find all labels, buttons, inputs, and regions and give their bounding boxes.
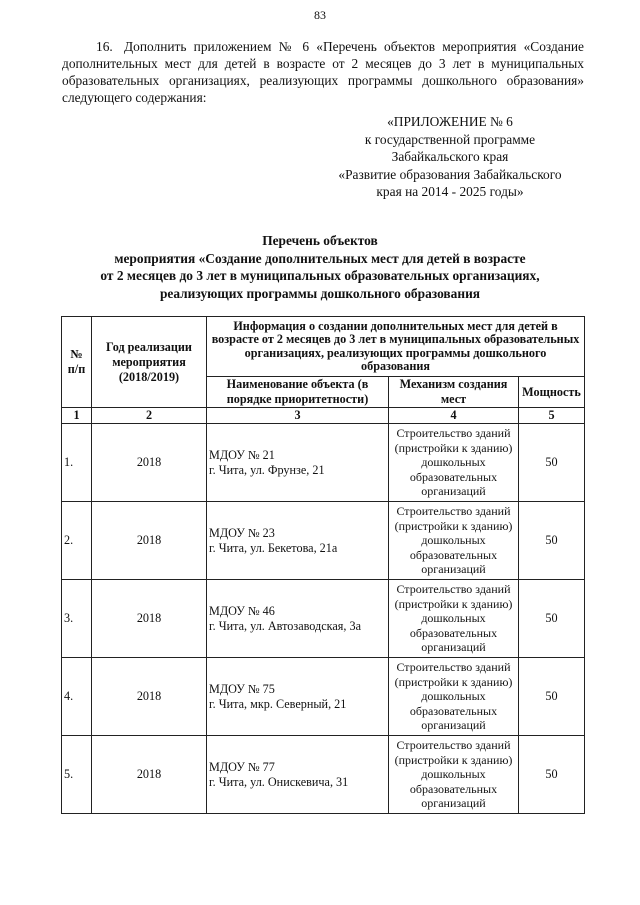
row-object [207, 736, 389, 814]
header-capacity: Мощность [519, 377, 585, 408]
row-capacity: 50 [519, 736, 585, 814]
title-line-4: реализующих программы дошкольного образования [159, 285, 481, 301]
object-name: МДОУ № 46 [209, 603, 275, 618]
row-mechanism: Строительство зданий (пристройки к зданию) дошкольных образовательных организаций [389, 580, 519, 658]
object-name: МДОУ № 23 [209, 525, 275, 540]
intro-text: Дополнить приложением № 6 «Перечень объектов мероприятия «Создание дополнительных мест для детей в возрасте от 2 месяцев до 3 лет в муниципальных образовательных организациях, реализующих программы дошкольного образования» следующего содержания: [62, 39, 584, 105]
row-capacity: 50 [519, 502, 585, 580]
object-address: г. Чита, ул. Автозаводская, 3а [209, 618, 361, 633]
object-address: г. Чита, мкр. Северный, 21 [209, 696, 347, 711]
column-number: 4 [389, 408, 519, 424]
header-info: Информация о создании дополнительных мест для детей в возрасте от 2 месяцев до 3 лет в муниципальных образовательных организациях, реализующих программы дошкольного образования [207, 317, 585, 377]
row-object [207, 580, 389, 658]
appendix-line-2: к государственной программе [364, 131, 536, 147]
row-year: 2018 [92, 424, 207, 502]
row-year: 2018 [92, 658, 207, 736]
objects-table [61, 316, 585, 814]
column-number-row [62, 408, 585, 424]
row-mechanism: Строительство зданий (пристройки к зданию) дошкольных образовательных организаций [389, 736, 519, 814]
table-row [62, 736, 585, 814]
object-address: г. Чита, ул. Бекетова, 21а [209, 540, 338, 555]
column-number: 2 [92, 408, 207, 424]
row-mechanism: Строительство зданий (пристройки к зданию) дошкольных образовательных организаций [389, 424, 519, 502]
intro-paragraph [62, 38, 584, 106]
appendix-header [300, 113, 600, 201]
appendix-line-3: Забайкальского края [391, 149, 509, 164]
row-object [207, 502, 389, 580]
row-year: 2018 [92, 502, 207, 580]
intro-item-number: 16. [96, 39, 113, 54]
title-line-1: Перечень объектов [262, 233, 378, 248]
object-name: МДОУ № 75 [209, 681, 275, 696]
header-year: Год реализации мероприятия (2018/2019) [92, 317, 207, 408]
column-number: 5 [519, 408, 585, 424]
object-name: МДОУ № 21 [209, 447, 275, 462]
object-address: г. Чита, ул. Онискевича, 31 [209, 774, 349, 789]
row-year: 2018 [92, 736, 207, 814]
row-capacity: 50 [519, 658, 585, 736]
row-number: 5. [62, 736, 92, 814]
object-address: г. Чита, ул. Фрунзе, 21 [209, 462, 325, 477]
row-object [207, 658, 389, 736]
column-number: 1 [62, 408, 92, 424]
row-number: 4. [62, 658, 92, 736]
title-line-2: мероприятия «Создание дополнительных мест для детей в возрасте [114, 250, 526, 266]
row-number: 1. [62, 424, 92, 502]
appendix-line-5: края на 2014 - 2025 годы» [376, 184, 524, 199]
page-number: 83 [314, 8, 326, 22]
row-capacity: 50 [519, 424, 585, 502]
row-number: 3. [62, 580, 92, 658]
appendix-line-4: «Развитие образования Забайкальского [338, 166, 562, 182]
table-row [62, 580, 585, 658]
row-year: 2018 [92, 580, 207, 658]
appendix-line-1: «ПРИЛОЖЕНИЕ № 6 [387, 114, 513, 129]
table-row [62, 502, 585, 580]
row-mechanism: Строительство зданий (пристройки к зданию) дошкольных образовательных организаций [389, 658, 519, 736]
row-capacity: 50 [519, 580, 585, 658]
header-num: № п/п [62, 317, 92, 408]
title-line-3: от 2 месяцев до 3 лет в муниципальных образовательных организациях, [100, 268, 540, 283]
row-number: 2. [62, 502, 92, 580]
table-row [62, 424, 585, 502]
row-mechanism: Строительство зданий (пристройки к зданию) дошкольных образовательных организаций [389, 502, 519, 580]
document-title [60, 232, 580, 302]
object-name: МДОУ № 77 [209, 759, 275, 774]
column-number: 3 [207, 408, 389, 424]
table-row [62, 658, 585, 736]
row-object [207, 424, 389, 502]
header-object-name: Наименование объекта (в порядке приоритетности) [207, 377, 389, 408]
header-mechanism: Механизм создания мест [389, 377, 519, 408]
